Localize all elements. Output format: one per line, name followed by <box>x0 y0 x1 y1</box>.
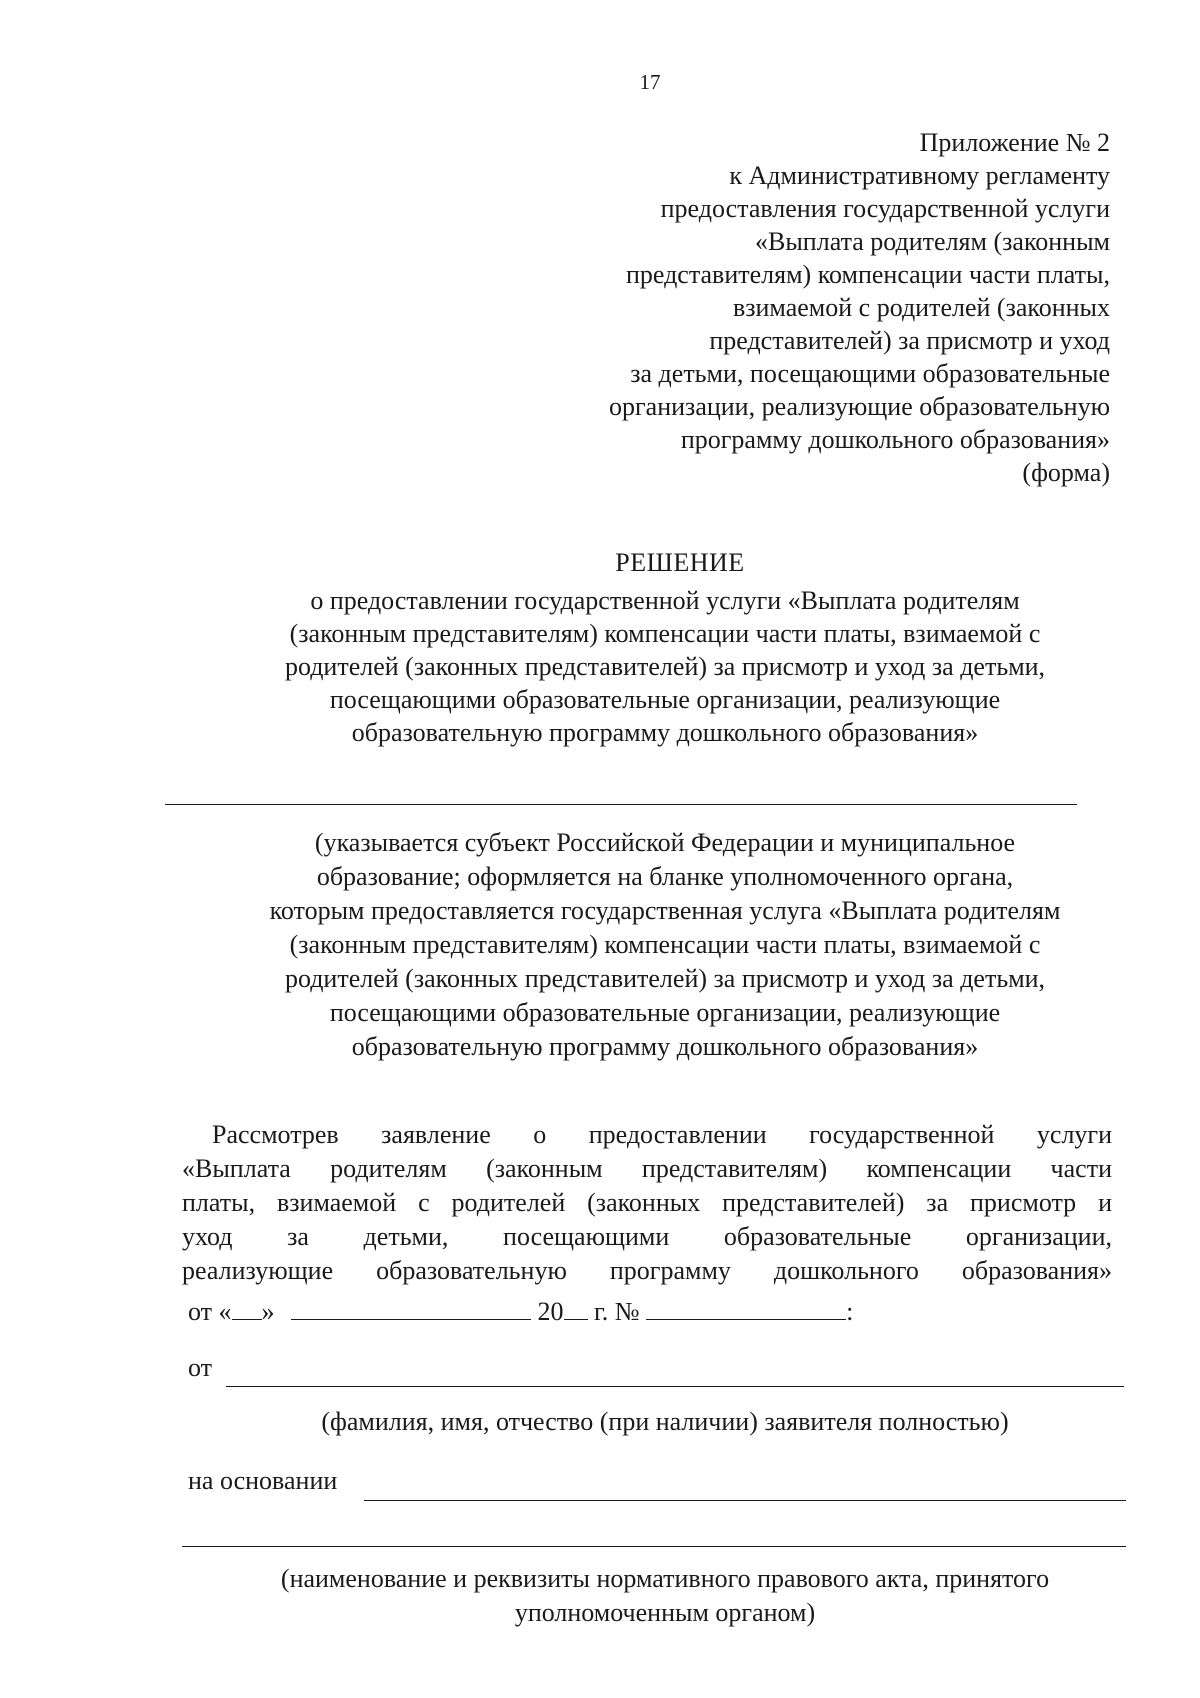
note-line: которым предоставляется государственная услуга «Выплата родителям <box>269 896 1061 925</box>
subtitle-line: образовательную программу дошкольного образования» <box>351 718 979 747</box>
page-number: 17 <box>639 70 661 94</box>
appendix-line: предоставления государственной услуги <box>660 194 1110 223</box>
body-line: платы, взимаемой с родителей (законных представителей) за присмотр и <box>182 1188 1112 1217</box>
basis-caption-line: (наименование и реквизиты нормативного правового акта, принятого <box>280 1564 1050 1593</box>
note-line: (законным представителям) компенсации части платы, взимаемой с <box>289 930 1041 959</box>
basis-caption-line: уполномоченным органом) <box>514 1598 816 1627</box>
appendix-line: взимаемой с родителей (законных <box>732 293 1110 322</box>
year-prefix: 20 <box>537 1297 564 1326</box>
appendix-line: программу дошкольного образования» <box>680 425 1110 454</box>
basis-label: на основании <box>188 1466 338 1495</box>
applicant-caption: (фамилия, имя, отчество (при наличии) заявителя полностью) <box>321 1407 1009 1436</box>
date-quote-close: » <box>261 1297 275 1326</box>
subtitle-line: родителей (законных представителей) за присмотр и уход за детьми, <box>284 652 1046 681</box>
appendix-line: «Выплата родителям (законным <box>755 227 1110 256</box>
appendix-line: (форма) <box>1022 458 1110 487</box>
appendix-line: к Административному регламенту <box>729 161 1110 190</box>
subtitle-line: о предоставлении государственной услуги «Выплата родителям <box>310 586 1020 615</box>
subtitle-line: (законным представителям) компенсации части платы, взимаемой с <box>289 619 1041 648</box>
note-line: родителей (законных представителей) за присмотр и уход за детьми, <box>284 964 1046 993</box>
decision-title: РЕШЕНИЕ <box>615 548 745 577</box>
applicant-name-field[interactable] <box>226 1386 1124 1387</box>
month-field[interactable] <box>291 1295 531 1320</box>
subtitle-line: посещающими образовательные организации, реализующие <box>329 685 1001 714</box>
authority-blank-line <box>165 804 1077 805</box>
date-colon: : <box>846 1297 854 1326</box>
appendix-line: представителям) компенсации части платы, <box>625 260 1110 289</box>
note-line: посещающими образовательные организации, реализующие <box>329 998 1001 1027</box>
body-line: Рассмотрев заявление о предоставлении государственной услуги <box>212 1120 1112 1149</box>
applicant-label: от <box>188 1353 213 1382</box>
decision-subtitle <box>165 584 1165 749</box>
basis-field-line-2[interactable] <box>182 1546 1126 1547</box>
body-line: реализующие образовательную программу дошкольного образования» <box>182 1256 1112 1285</box>
application-number-field[interactable] <box>646 1295 846 1320</box>
note-line: образование; оформляется на бланке уполномоченного органа, <box>316 862 1014 891</box>
application-date-line <box>188 1295 853 1327</box>
date-prefix: от « <box>188 1297 232 1326</box>
body-line: «Выплата родителям (законным представителям) компенсации части <box>182 1154 1112 1183</box>
body-line: уход за детьми, посещающими образовательные организации, <box>182 1222 1112 1251</box>
authority-note <box>165 826 1165 1064</box>
year-field[interactable] <box>564 1295 588 1320</box>
appendix-line: Приложение № 2 <box>919 128 1110 157</box>
basis-caption <box>165 1562 1165 1630</box>
appendix-line: организации, реализующие образовательную <box>609 392 1110 421</box>
note-line: (указывается субъект Российской Федерации и муниципальное <box>314 828 1016 857</box>
day-field[interactable] <box>232 1295 262 1320</box>
note-line: образовательную программу дошкольного образования» <box>351 1032 979 1061</box>
number-label: г. № <box>594 1297 640 1326</box>
appendix-line: за детьми, посещающими образовательные <box>630 359 1110 388</box>
appendix-line: представителей) за присмотр и уход <box>709 326 1110 355</box>
appendix-header <box>490 126 1110 489</box>
decision-body <box>182 1118 1112 1288</box>
basis-field-line-1[interactable] <box>364 1500 1126 1501</box>
